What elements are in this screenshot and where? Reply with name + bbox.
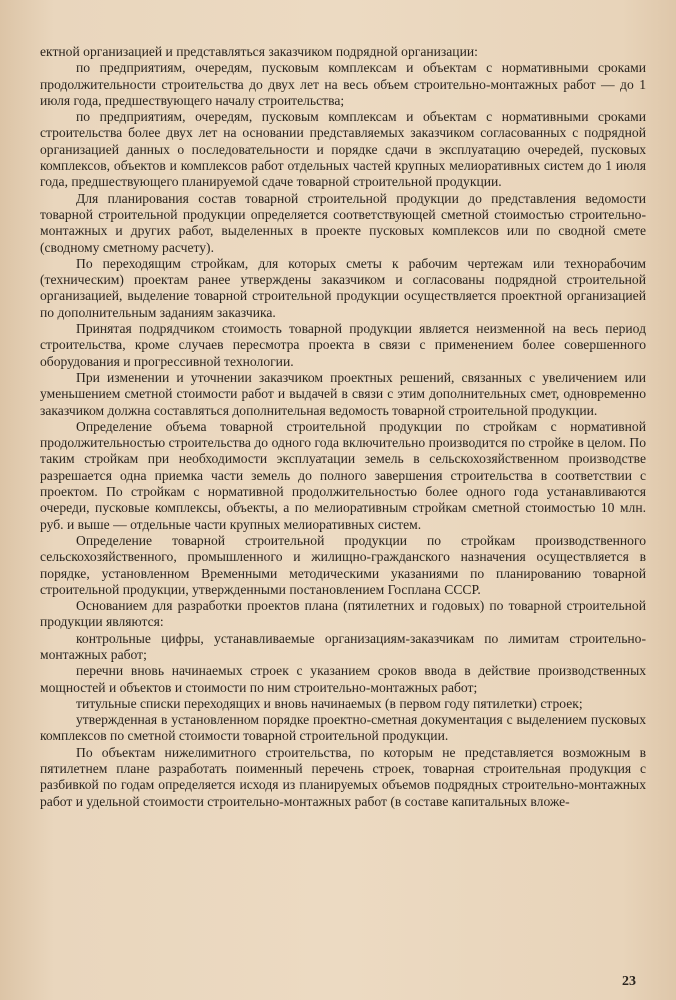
paragraph: По переходящим стройкам, для которых сметы к рабочим чертежам или технорабочим (техническим) проектам ранее утверждены заказчиком и согласованы подрядной строительной организацией, выделение товарной строительной продукции осуществляется проектной организацией по дополнительным заданиям заказчика. (40, 255, 646, 320)
paragraph: Основанием для разработки проектов плана (пятилетних и годовых) по товарной строительной продукции являются: (40, 598, 646, 630)
paragraph: ектной организацией и представляться заказчиком подрядной организации: (40, 44, 478, 59)
paragraph: по предприятиям, очередям, пусковым комплексам и объектам с нормативными сроками продолжительности строительства до двух лет на весь объем строительно-монтажных работ — до 1 июля года, предшествующего началу строительства; (40, 60, 646, 108)
paragraph: по предприятиям, очередям, пусковым комплексам и объектам с нормативными сроками строительства более двух лет на основании представляемых заказчиком согласованных с подрядной организацией данных о последовательности и порядке сдачи в эксплуатацию очередей, пусковых комплексов, объектов и комплексов работ отдельных частей крупных мелиоративных систем до 1 июля года, предшествующего планируемой сдаче товарной строительной продукции. (40, 109, 646, 190)
list-item: титульные списки переходящих и вновь начинаемых (в первом году пятилетки) строек; (76, 695, 583, 711)
list-item: утвержденная в установленном порядке проектно-сметная документация с выделением пусковых комплексов по сметной стоимости товарной строительной продукции. (40, 712, 646, 744)
page-number: 23 (622, 974, 636, 989)
list-item: перечни вновь начинаемых строек с указанием сроков ввода в действие производственных мощностей и объектов и стоимости по ним строительно-монтажных работ; (40, 663, 646, 695)
list-item: контрольные цифры, устанавливаемые организациям-заказчикам по лимитам строительно-монтажных работ; (40, 630, 646, 662)
body-text (40, 44, 646, 810)
paragraph: Для планирования состав товарной строительной продукции до представления ведомости товарной строительной продукции определяется соответствующей сметной стоимостью строительно-монтажных и других работ, выделенных в проекте пусковых комплексов или по сводной смете (сводному сметному расчету). (40, 190, 646, 255)
paragraph: Определение товарной строительной продукции по стройкам производственного сельскохозяйственного, промышленного и жилищно-гражданского назначения осуществляется в порядке, установленном Временными методическими указаниями по планированию товарной строительной продукции, утвержденными постановлением Госплана СССР. (40, 532, 646, 597)
paragraph: По объектам нижелимитного строительства, по которым не представляется возможным в пятилетнем плане разработать поименный перечень строек, товарная строительная продукция с разбивкой по годам определяется исходя из планируемых объемов подрядных строительно-монтажных работ и удельной стоимости строительно-монтажных работ (в составе капитальных вложе- (40, 744, 646, 809)
paragraph: Принятая подрядчиком стоимость товарной продукции является неизменной на весь период строительства, кроме случаев пересмотра проекта в связи с применением более совершенного оборудования и прогрессивной технологии. (40, 321, 646, 369)
paragraph: Определение объема товарной строительной продукции по стройкам с нормативной продолжительностью строительства до одного года включительно производится по стройке в целом. По таким стройкам при необходимости эксплуатации земель в сельскохозяйственном производстве разрешается одна приемка части земель до полного завершения строительства в соответствии с проектом. По стройкам с нормативной продолжительностью более одного года устанавливаются очереди, пусковые комплексы, объекты, а по мелиоративным стройкам сметной стоимостью 10 млн. руб. и выше — отдельные части крупных мелиоративных систем. (40, 418, 646, 532)
paragraph: При изменении и уточнении заказчиком проектных решений, связанных с увеличением или уменьшением сметной стоимости работ и выдачей в связи с этим дополнительных смет, одновременно заказчиком должна составляться дополнительная ведомость товарной строительной продукции. (40, 369, 646, 418)
